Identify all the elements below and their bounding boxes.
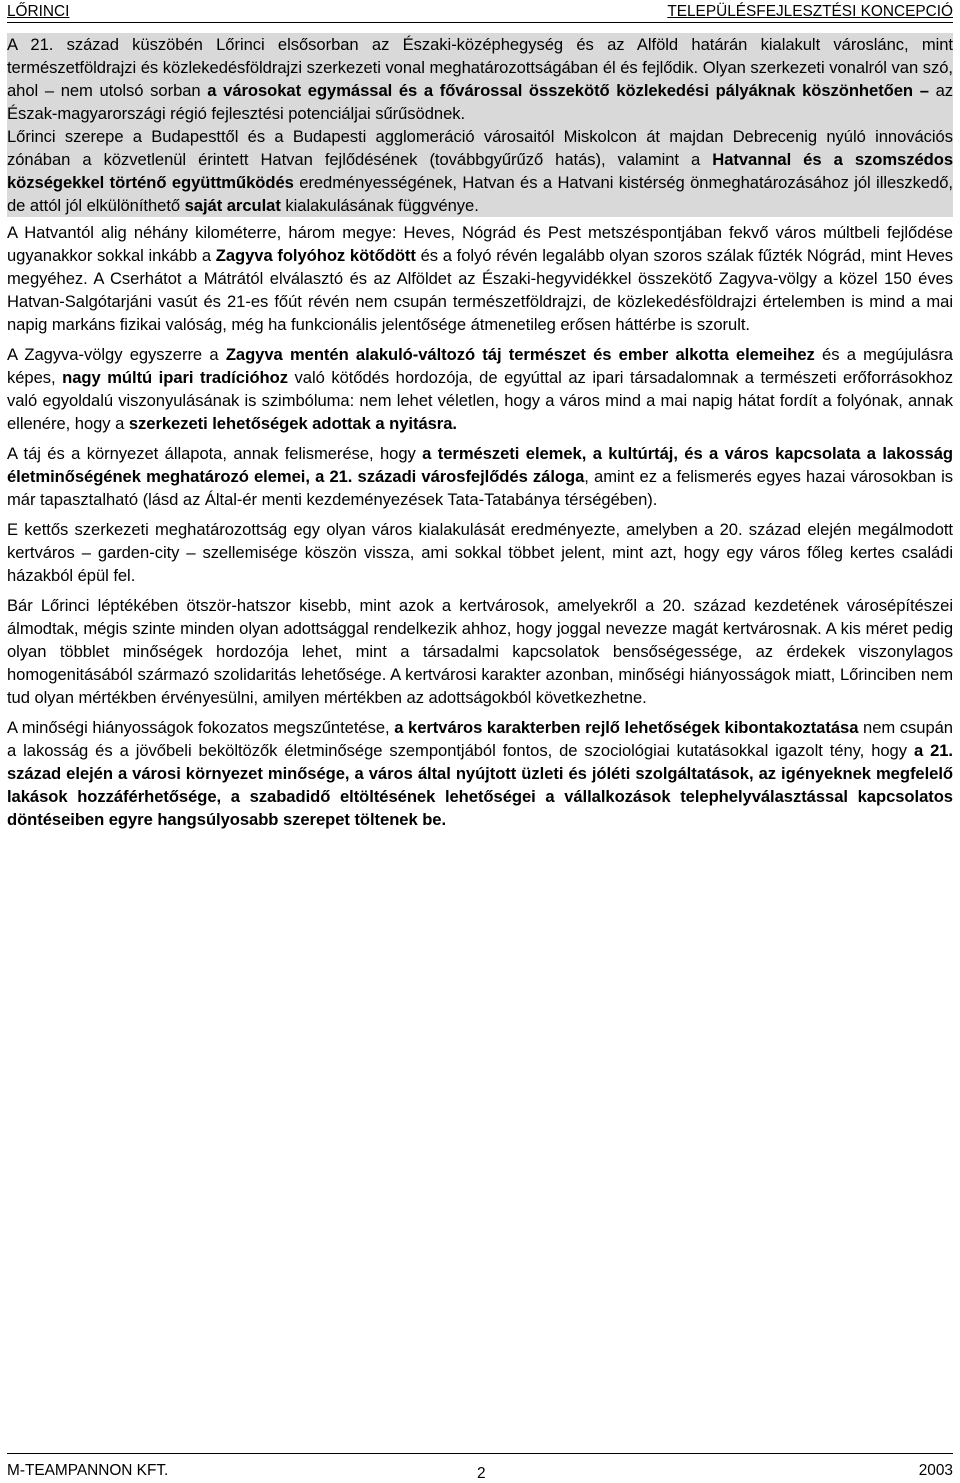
text-run: való kötődés hordozója, de egyúttal az ipari társadalomnak a természeti erőforrásokhoz való egyoldalú viszonyulásának is szimbóluma: nem lehet véletlen, hogy a város mind a mai napig hátat fordít a folyónak, annak ellenére, hogy a bbox=[7, 368, 954, 433]
paragraph bbox=[7, 221, 953, 336]
text-run: eredményességének, Hatvan és a Hatvani kistérség önmeghatározásához jól illeszkedő, de attól jól elkülöníthető bbox=[7, 173, 953, 215]
text-run: nem csupán a lakosság és a jövőbeli beköltözők életminősége szempontjából fontos, de szociológiai kutatásokkal igazolt tény, hogy bbox=[7, 718, 953, 760]
text-run: E kettős szerkezeti meghatározottság egy olyan város kialakulását eredményezte, amelyben a 20. század elején megálmodott kertváros – garden-city – szellemisége köszön vissza, ami sokkal többet jelent, mint azt, hogy egy város főleg kertes családi házakból épül fel. bbox=[7, 520, 953, 585]
footer-company: M-TEAMPANNON KFT. bbox=[7, 1462, 169, 1479]
text-run: A Zagyva-völgy egyszerre a bbox=[7, 345, 226, 364]
text-run: A táj és a környezet állapota, annak felismerése, hogy bbox=[7, 444, 423, 463]
bold-text: nagy múltú ipari tradícióhoz bbox=[62, 368, 288, 387]
bold-text: a 21. század elején a városi környezet minősége, a város által nyújtott üzleti és jóléti szolgáltatások, az igényeknek megfelelő lakások hozzáférhetősége, a szabadidő eltöltésének lehetőségei a vállalkozások telephelyválasztással kapcsolatos döntéseiben egyre hangsúlyosabb szerepet töltenek be. bbox=[7, 741, 953, 829]
bold-text: Zagyva mentén alakuló-változó táj természet és ember alkotta elemeihez bbox=[225, 345, 815, 364]
page-footer bbox=[7, 1453, 953, 1480]
text-run: A minőségi hiányosságok fokozatos megszűntetése, bbox=[7, 718, 395, 737]
paragraph bbox=[7, 442, 953, 511]
bold-text: Hatvannal és a szomszédos községekkel történő együttműködés bbox=[7, 150, 953, 192]
bold-text: saját arculat bbox=[184, 196, 281, 215]
paragraph bbox=[7, 518, 953, 587]
bold-text: a kertváros karakterben rejlő lehetőségek kibontakoztatása bbox=[394, 718, 859, 737]
bold-text: szerkezeti lehetőségek adottak a nyitásra. bbox=[128, 414, 457, 433]
text-run: Bár Lőrinci léptékében ötször-hatszor kisebb, mint azok a kertvárosok, amelyekről a 20. század kezdetének városépítészei álmodtak, mégis szinte minden olyan adottsággal rendelkezik ahhoz, hogy joggal nevezze magát kertvárosnak. A kis méret pedig olyan többlet minőségek hordozója lehet, mint a társadalmi kapcsolatok bensőségessége, az érdekek viszonylagos homogenitásából származó szolidaritás lehetősége. A kertvárosi karakter azonban, minőségi hiányosságok miatt, Lőrinciben nem tud olyan mértékben érvényesülni, amilyen mértékben az adottságokból következhetne. bbox=[7, 596, 953, 707]
paragraph bbox=[7, 343, 953, 435]
text-run: A Hatvantól alig néhány kilométerre, három megye: Heves, Nógrád és Pest metszéspontjában fekvő város múltbeli fejlődése ugyanakkor sokkal inkább a bbox=[7, 223, 953, 265]
text-run: A 21. század küszöbén Lőrinci elsősorban az Északi-középhegység és az Alföld határán kialakult városlánc, mint természetföldrajzi és közlekedésföldrajzi szerkezeti vonal meghatározottságában él és fejlődik. Olyan szerkezeti vonalról van szó, ahol – nem utolsó sorban bbox=[7, 35, 953, 100]
page-header bbox=[7, 2, 953, 23]
paragraph bbox=[7, 125, 953, 217]
paragraph bbox=[7, 594, 953, 709]
text-run: az Észak-magyarországi régió fejlesztési potenciáljai sűrűsödnek. bbox=[7, 81, 953, 123]
text-run: , amint ez a felismerés egyes hazai városokban is már tapasztalható (lásd az Által-ér menti kezdeményezések Tata-Tatabánya térségében). bbox=[7, 467, 953, 509]
paragraph bbox=[7, 716, 953, 831]
bold-text: a természeti elemek, a kultúrtáj, és a város kapcsolata a lakosság életminőségének meghatározó elemei, a 21. századi városfejlődés záloga bbox=[7, 444, 953, 486]
footer-year: 2003 bbox=[918, 1462, 953, 1479]
text-run: és a folyó révén legalább olyan szoros szálak fűzték Nógrád, mint Heves megyéhez. A Cserhátot a Mátrától elválasztó és az Alföldet az Északi-hegyvidékkel összekötő Zagyva-völgy a közel 150 éves Hatvan-Salgótarjáni vasút és 21-es főút révén nem csupán természetföldrajzi, de közlekedésföldrajzi értelemben is mind a mai napig markáns fizikai valóság, még ha funkcionális jelentősége átmenetileg erősen háttérbe is szorult. bbox=[7, 246, 954, 334]
page-number: 2 bbox=[477, 1465, 486, 1482]
header-title-right: TELEPÜLÉSFEJLESZTÉSI KONCEPCIÓ bbox=[667, 3, 953, 20]
text-run: kialakulásának függvénye. bbox=[280, 196, 479, 215]
header-title-left: LŐRINCI bbox=[7, 3, 70, 20]
paragraph bbox=[7, 33, 953, 125]
bold-text: a városokat egymással és a fővárossal összekötő közlekedési pályáknak köszönhetően – bbox=[207, 81, 929, 100]
text-run: és a megújulásra képes, bbox=[7, 345, 953, 387]
document-body bbox=[7, 33, 953, 838]
text-run: Lőrinci szerepe a Budapesttől és a Budapesti agglomeráció városaitól Miskolcon át majdan Debrecenig nyúló innovációs zónában a közvetlenül érintett Hatvan fejlődésének (továbbgyűrűző hatás), valamint a bbox=[7, 127, 953, 169]
bold-text: Zagyva folyóhoz kötődött bbox=[215, 246, 416, 265]
